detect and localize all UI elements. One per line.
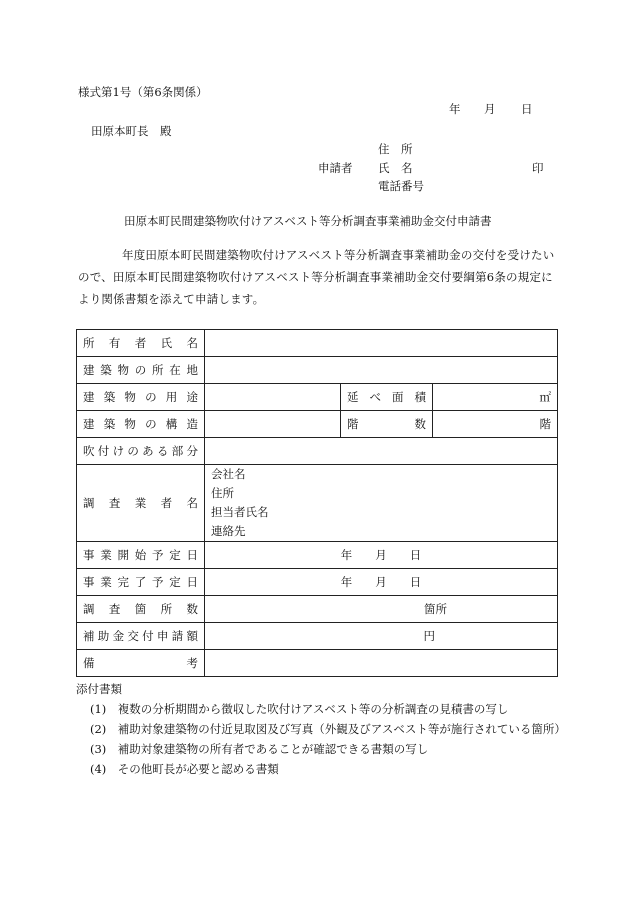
subsidy-amount-field[interactable] [205,623,558,650]
row-survey-count [77,596,558,623]
owner-name-field[interactable] [205,330,558,357]
form-number: 様式第1号（第6条関係） [78,85,208,99]
row-end-date [77,569,558,596]
subsidy-amount-label: 補助金交付申請額 [77,623,205,650]
row-remarks [77,650,558,677]
attachments-heading: 添付書類 [76,682,122,696]
building-location-label: 建築物の所在地 [77,357,205,384]
survey-count-unit: 箇所 [424,602,448,616]
document-title: 田原本町民間建築物吹付けアスベスト等分析調査事業補助金交付申請書 [124,214,492,228]
building-structure-field[interactable] [205,411,341,438]
row-building-structure [77,411,558,438]
row-start-date [77,542,558,569]
row-building-location [77,357,558,384]
survey-count-field[interactable] [205,596,558,623]
surveyor-label: 調査業者名 [77,465,205,542]
building-use-field[interactable] [205,384,341,411]
sprayed-part-field[interactable] [205,438,558,465]
row-subsidy-amount [77,623,558,650]
date-day: 日 [521,102,533,116]
row-sprayed-part [77,438,558,465]
attachment-item-1: (1) 複数の分析期間から徴収した吹付けアスベスト等の分析調査の見積書の写し [90,702,509,716]
date-month: 月 [484,102,496,116]
owner-name-label: 所有者氏名 [77,330,205,357]
row-surveyor [77,465,558,542]
attachment-item-3: (3) 補助対象建築物の所有者であることが確認できる書類の写し [90,742,429,756]
sprayed-part-label: 吹付けのある部分 [77,438,205,465]
building-structure-label: 建築物の構造 [77,411,205,438]
start-date-field[interactable]: 年 月 日 [205,542,558,569]
start-date-label: 事業開始予定日 [77,542,205,569]
floors-field[interactable] [433,411,558,438]
attachment-item-2: (2) 補助対象建築物の付近見取図及び写真（外観及びアスベスト等が施行されている箇所） [90,722,566,736]
application-table [76,329,558,677]
floor-area-unit: ㎡ [539,390,552,404]
building-location-field[interactable] [205,357,558,384]
body-text: 年度田原本町民間建築物吹付けアスベスト等分析調査事業補助金の交付を受けたいので、田原本町民間建築物吹付けアスベスト等分析調査事業補助金交付要綱第6条の規定により関係書類を添えて申請します。 [78,248,555,306]
attachments-section [76,679,566,779]
attachment-item-4: (4) その他町長が必要と認める書類 [90,762,279,776]
floor-area-label: 延べ面積 [341,384,433,411]
subsidy-unit: 円 [423,629,436,643]
surveyor-field[interactable] [205,465,558,542]
addressee: 田原本町長 殿 [91,124,172,138]
surveyor-company: 会社名 [211,467,246,481]
applicant-label: 申請者 [318,161,353,175]
date-year: 年 [449,102,461,116]
surveyor-phone: 連絡先 [211,524,246,538]
end-date-field[interactable]: 年 月 日 [205,569,558,596]
surveyor-address: 住所 [211,486,234,500]
floors-unit: 階 [539,417,552,431]
floors-label: 階数 [341,411,433,438]
applicant-name-label: 氏 名 [378,161,413,175]
surveyor-contact-person: 担当者氏名 [211,505,269,519]
seal-mark: 印 [532,161,544,175]
survey-count-label: 調査箇所数 [77,596,205,623]
remarks-label: 備考 [77,650,205,677]
end-date-label: 事業完了予定日 [77,569,205,596]
remarks-field[interactable] [205,650,558,677]
row-building-use [77,384,558,411]
building-use-label: 建築物の用途 [77,384,205,411]
applicant-address-label: 住 所 [378,142,413,156]
floor-area-field[interactable] [433,384,558,411]
applicant-phone-label: 電話番号 [378,179,424,193]
row-owner-name [77,330,558,357]
